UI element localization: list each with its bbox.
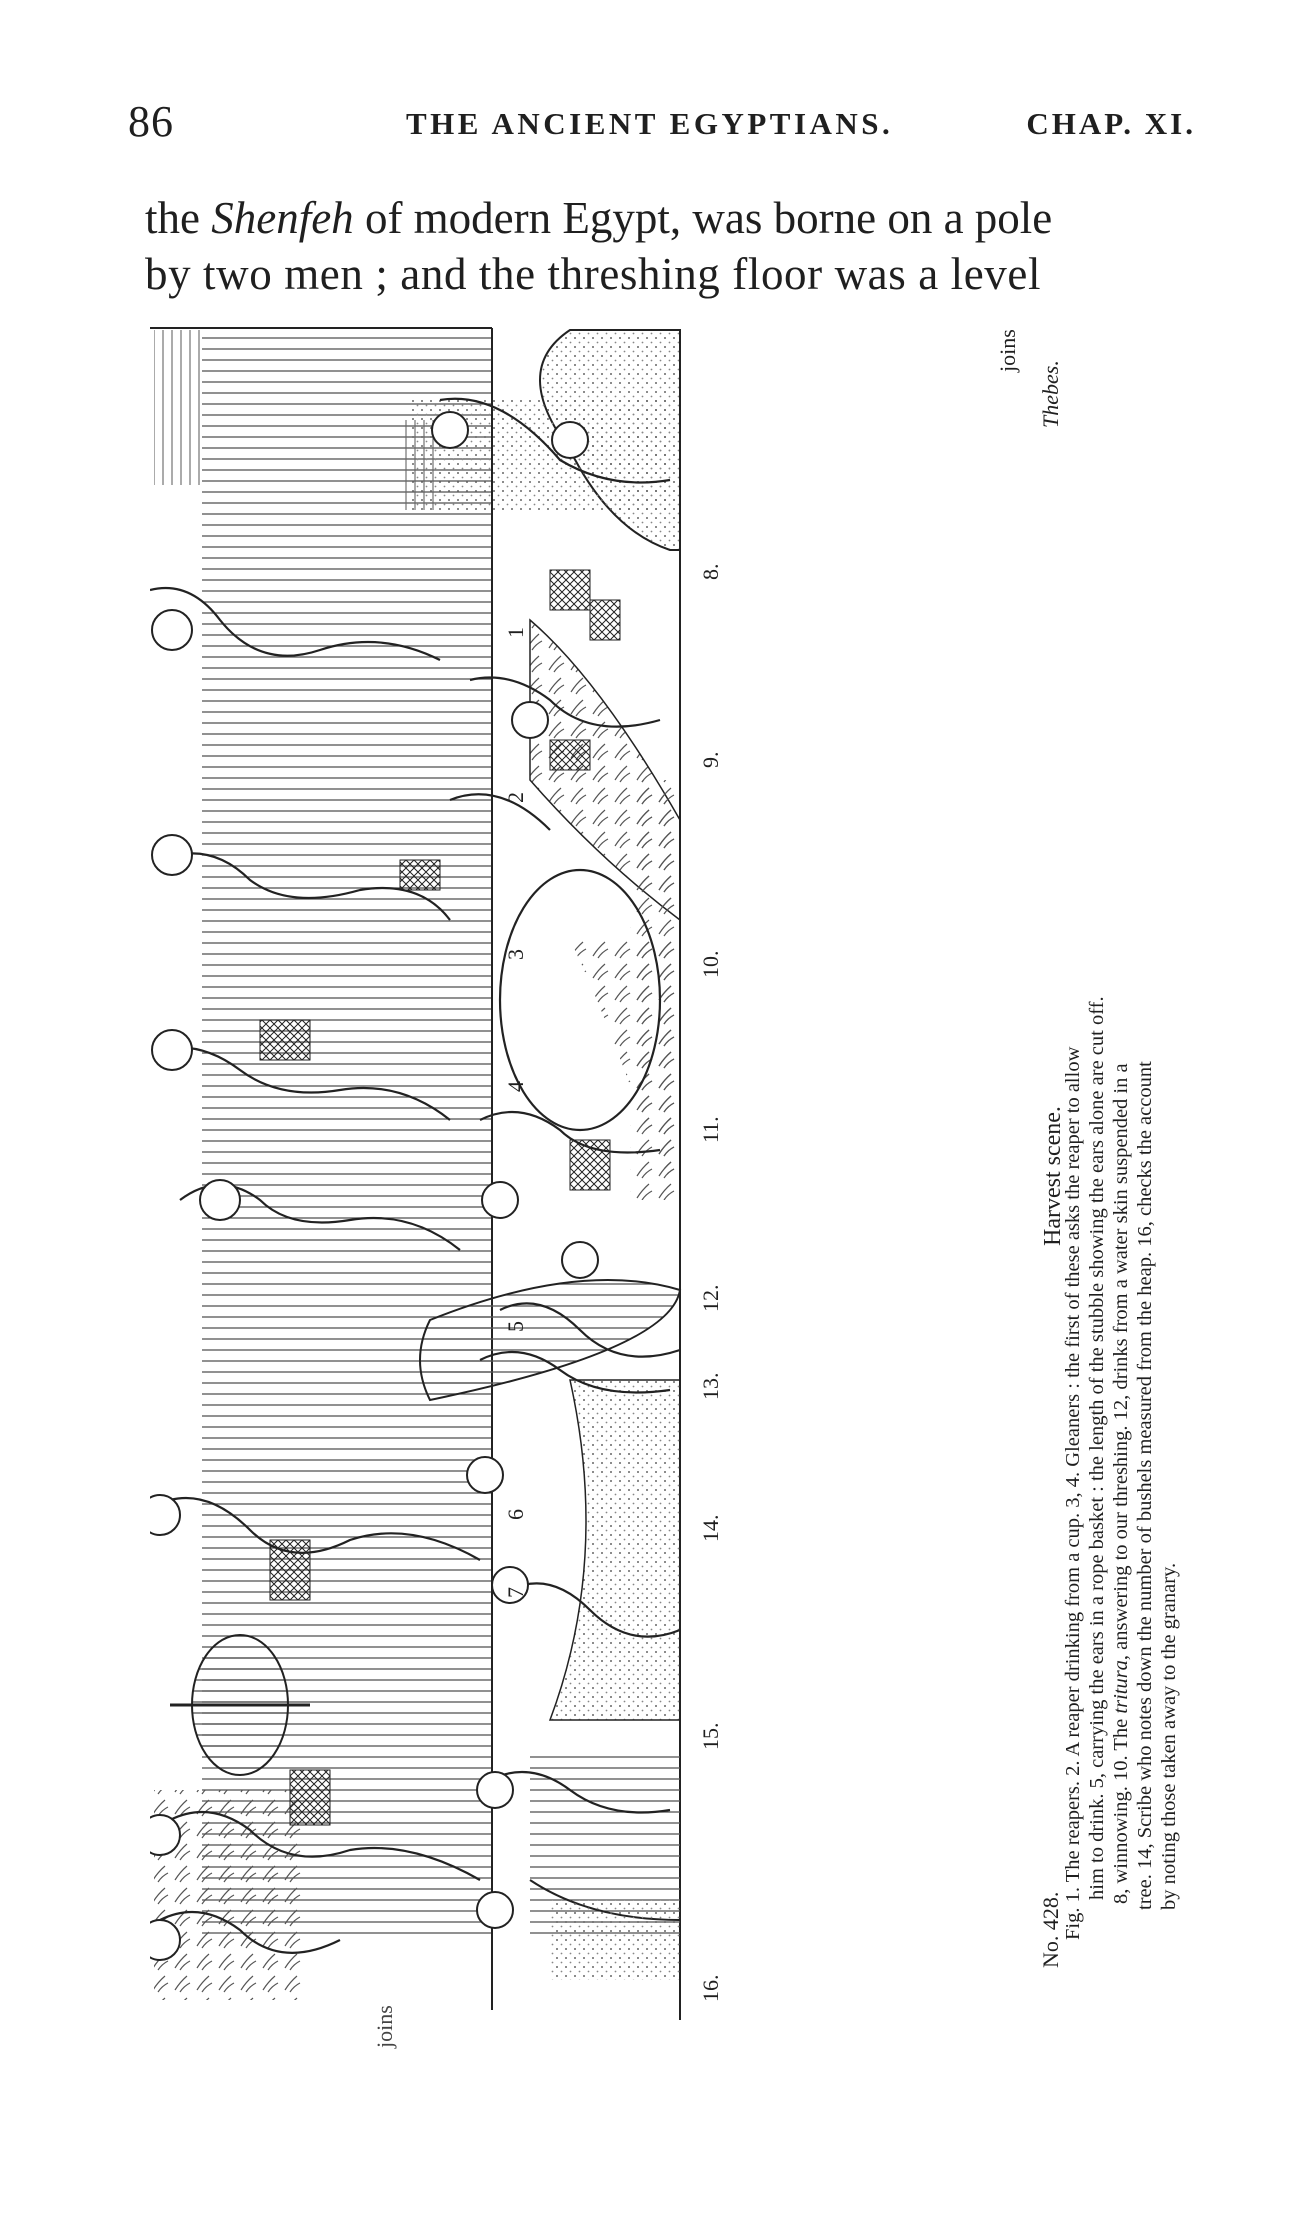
figure-number-2: 2 (503, 792, 528, 803)
caption-line-1: Fig. 1. The reapers. 2. A reaper drinking from a cup. 3, 4. Gleaners : the first of these asks the reaper to allow (1062, 1046, 1084, 1940)
body-paragraph (145, 190, 1195, 302)
caption-line-3-start: 8, winnowing. 10. The (1110, 1713, 1132, 1904)
running-header (128, 96, 1196, 156)
body-italic-term: Shenfeh (211, 193, 354, 243)
harvest-illustration (150, 300, 1000, 2070)
figure-number-label: No. 428. (1038, 1891, 1063, 1968)
figure-number-10: 10. (698, 950, 723, 978)
figure-number-12: 12. (698, 1284, 723, 1312)
figure-number-16: 16. (698, 1974, 723, 2002)
figure-number-3: 3 (503, 949, 528, 960)
figure-number-13: 13. (698, 1372, 723, 1400)
location-label: Thebes. (1038, 360, 1063, 428)
caption-line-3 (1110, 1063, 1133, 1904)
figure-number-11: 11. (698, 1116, 723, 1143)
figure-number-14: 14. (698, 1514, 723, 1542)
figure-number-7: 7 (503, 1587, 528, 1598)
caption-line-5: by noting those taken away to the granary. (1158, 1562, 1180, 1910)
caption-italic-term: tritura (1110, 1660, 1132, 1714)
figure-number-15: 15. (698, 1722, 723, 1750)
body-line-2: by two men ; and the threshing floor was a level (145, 249, 1042, 299)
figure-number-1: 1 (503, 627, 528, 638)
body-line-1-start: the (145, 193, 212, 243)
figure-number-5: 5 (503, 1321, 528, 1332)
figure-number-8: 8. (698, 563, 723, 580)
caption-line-3-end: , answering to our threshing. 12, drinks from a water skin suspended in a (1110, 1063, 1132, 1661)
body-line-1 (145, 190, 1195, 246)
caption-line-2: him to drink. 5, carrying the ears in a rope basket : the length of the stubble showing the ears alone are cut off. (1086, 996, 1108, 1900)
figure-number-4: 4 (503, 1081, 528, 1092)
figure-title: Harvest scene. (1040, 1106, 1066, 1246)
figure-number-6: 6 (503, 1509, 528, 1520)
joins-label-bottom: joins (372, 2005, 397, 2048)
chapter-label: CHAP. XI. (1026, 106, 1196, 141)
figure-number-9: 9. (698, 751, 723, 768)
page-number: 86 (128, 97, 174, 146)
body-line-1-end: of modern Egypt, was borne on a pole (353, 193, 1053, 243)
joins-label-top: joins (995, 329, 1020, 372)
lower-register (150, 300, 492, 2070)
caption-line-4: tree. 14, Scribe who notes down the number of bushels measured from the heap. 16, checks the account (1134, 1061, 1156, 1910)
running-title: THE ANCIENT EGYPTIANS. (406, 106, 894, 141)
